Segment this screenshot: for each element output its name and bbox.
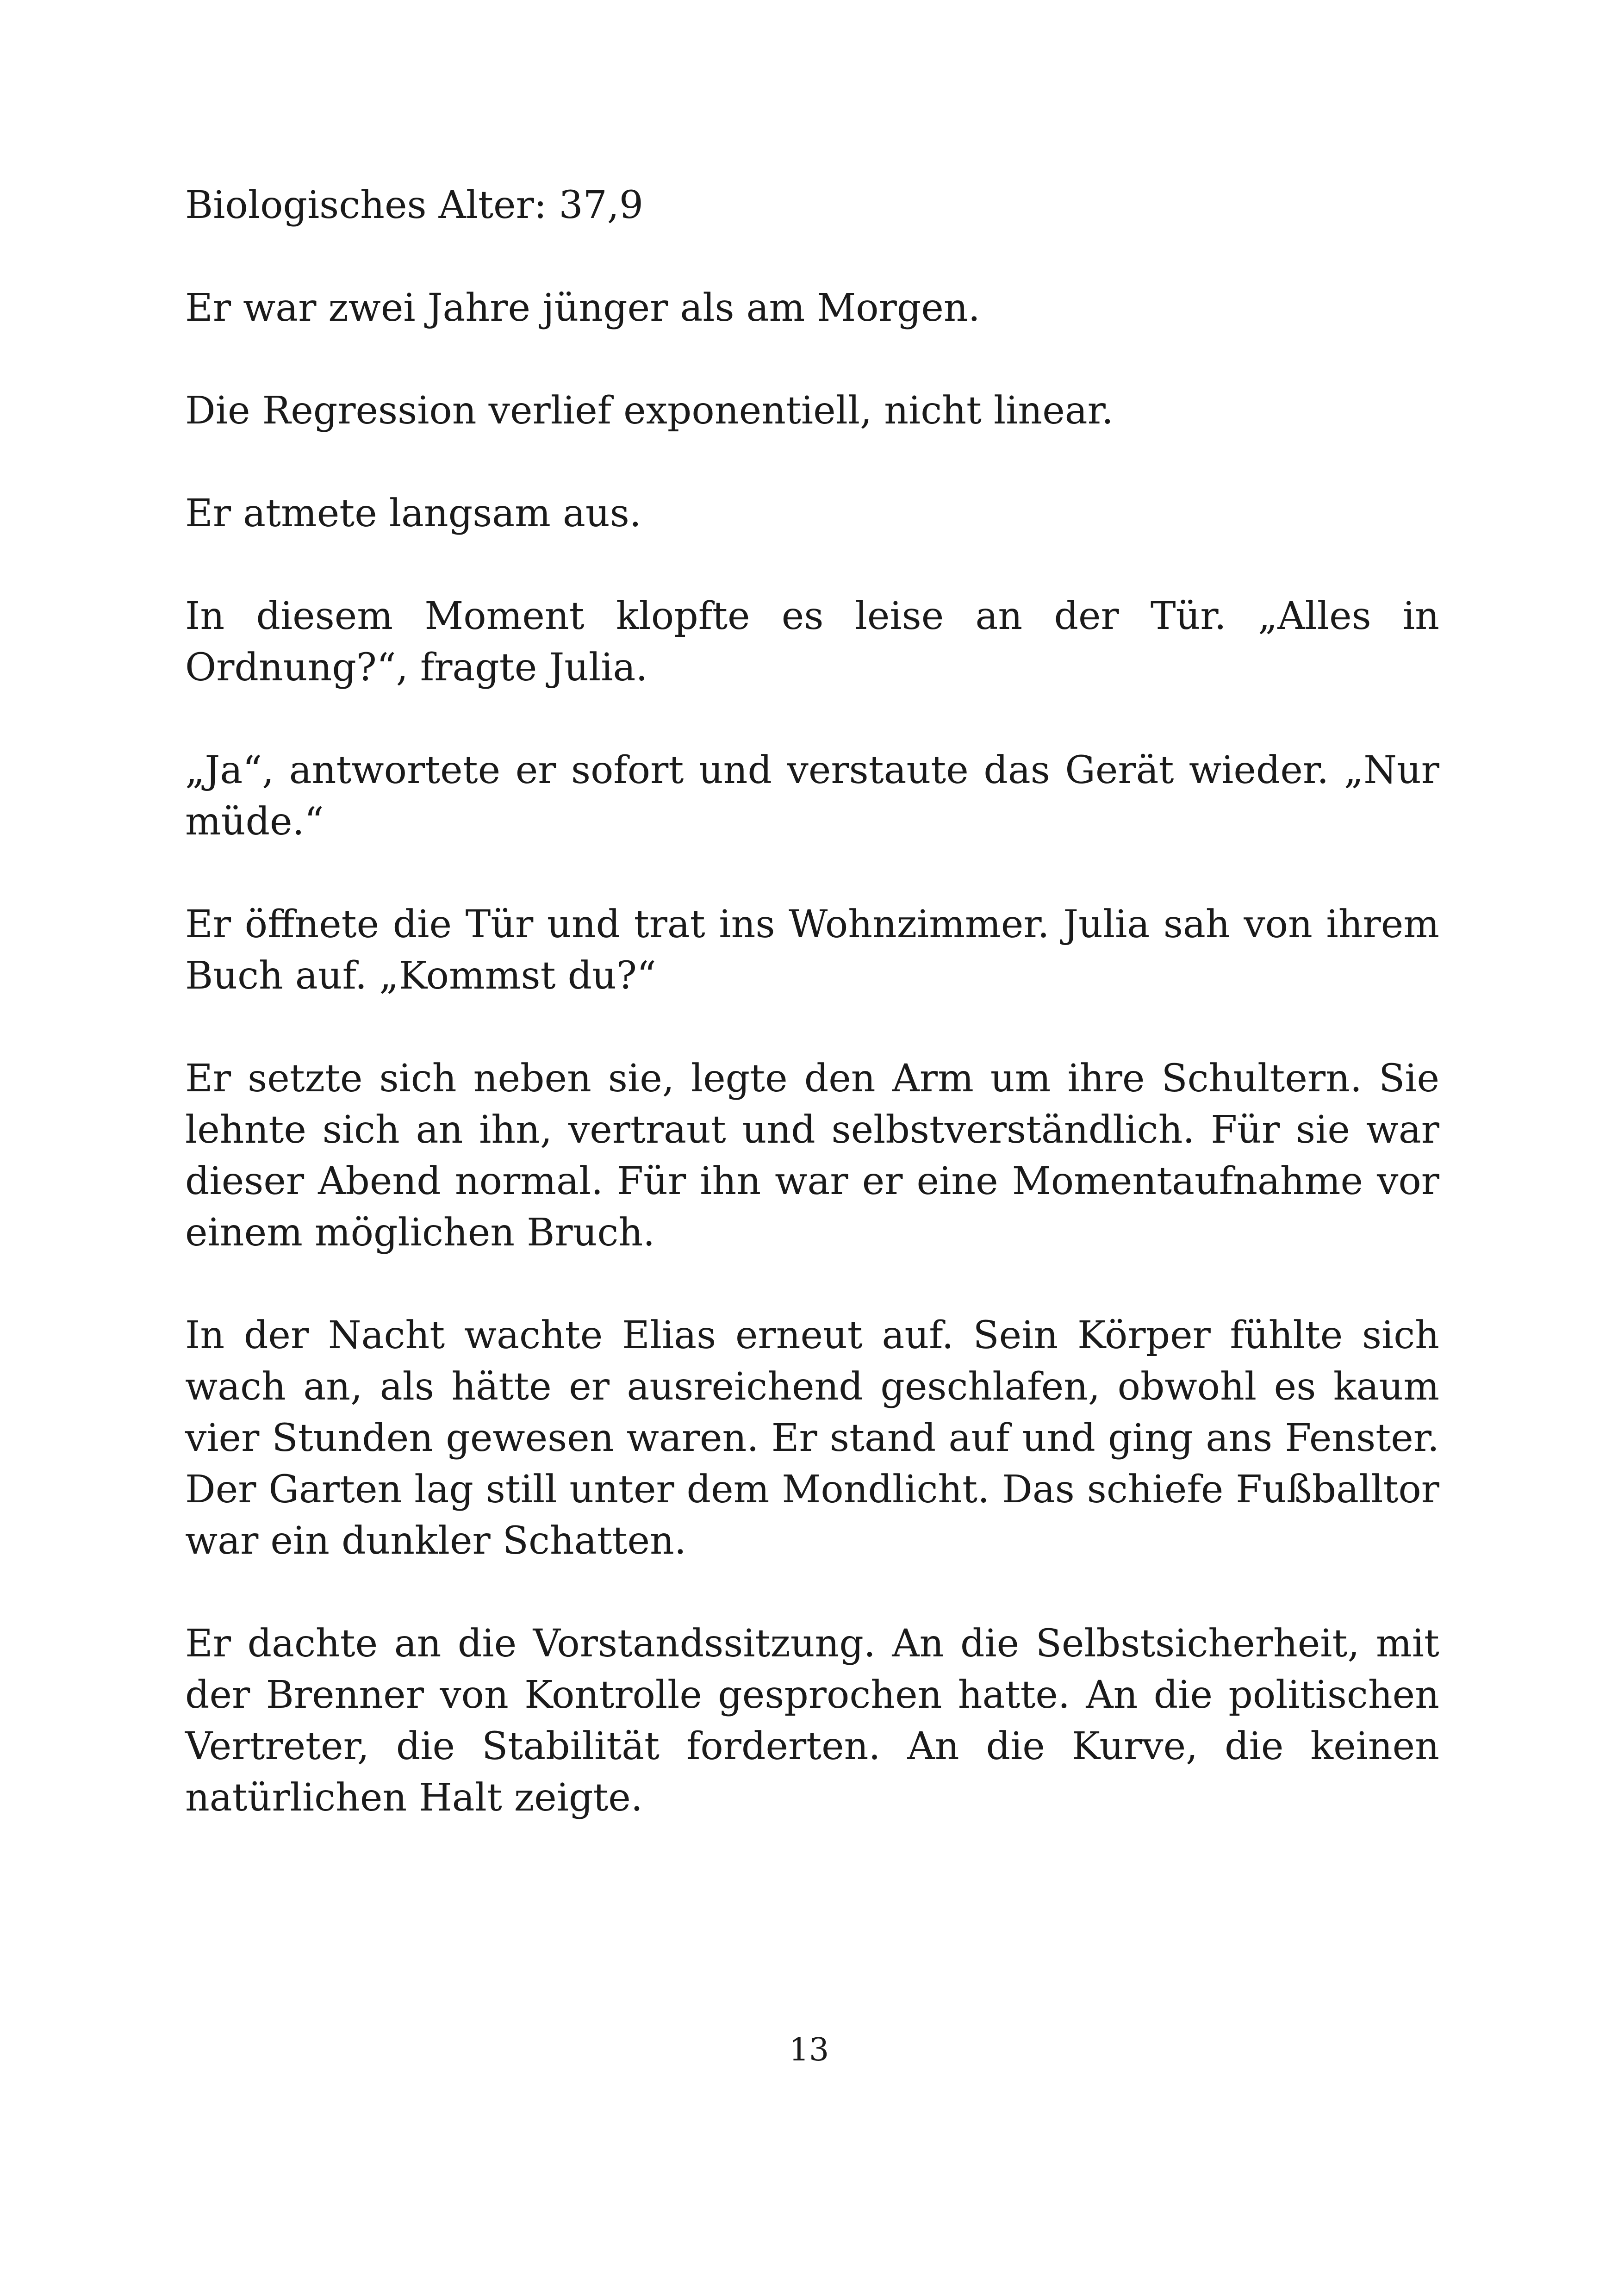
paragraph-board-meeting: Er dachte an die Vorstandssitzung. An die Selbstsicherheit, mit der Brenner von Kontrolle gesprochen hatte. An die politischen Vertreter, die Stabilität forderten. An die Kurve, die keinen natürlichen Halt zeigte. xyxy=(185,1622,1439,1820)
paragraph-night: In der Nacht wachte Elias erneut auf. Sein Körper fühlte sich wach an, als hätte er ausreichend geschlafen, obwohl es kaum vier Stunden gewesen waren. Er stand auf und ging ans Fenster. Der Garten lag still unter dem Mondlicht. Das schiefe Fußballtor war ein dunkler Schatten. xyxy=(185,1313,1439,1563)
paragraph-living-room: Er öffnete die Tür und trat ins Wohnzimmer. Julia sah von ihrem Buch auf. „Kommst du?“ xyxy=(185,902,1439,998)
paragraph-sofa: Er setzte sich neben sie, legte den Arm um ihre Schultern. Sie lehnte sich an ihn, vertraut und selbstverständlich. Für sie war dieser Abend normal. Für ihn war er eine Momentaufnahme vor einem möglichen Bruch. xyxy=(185,1057,1439,1255)
paragraph-answer: „Ja“, antwortete er sofort und verstaute das Gerät wieder. „Nur müde.“ xyxy=(185,748,1439,844)
paragraph-regression: Die Regression verlief exponentiell, nicht linear. xyxy=(185,389,1114,433)
page-number: 13 xyxy=(789,2032,829,2068)
paragraph-younger: Er war zwei Jahre jünger als am Morgen. xyxy=(185,286,980,330)
body-text xyxy=(185,180,1439,1875)
paragraph-knock: In diesem Moment klopfte es leise an der Tür. „Alles in Ordnung?“, fragte Julia. xyxy=(185,594,1439,690)
paragraph-exhale: Er atmete langsam aus. xyxy=(185,492,641,535)
paragraph-biological-age: Biologisches Alter: 37,9 xyxy=(185,183,644,227)
